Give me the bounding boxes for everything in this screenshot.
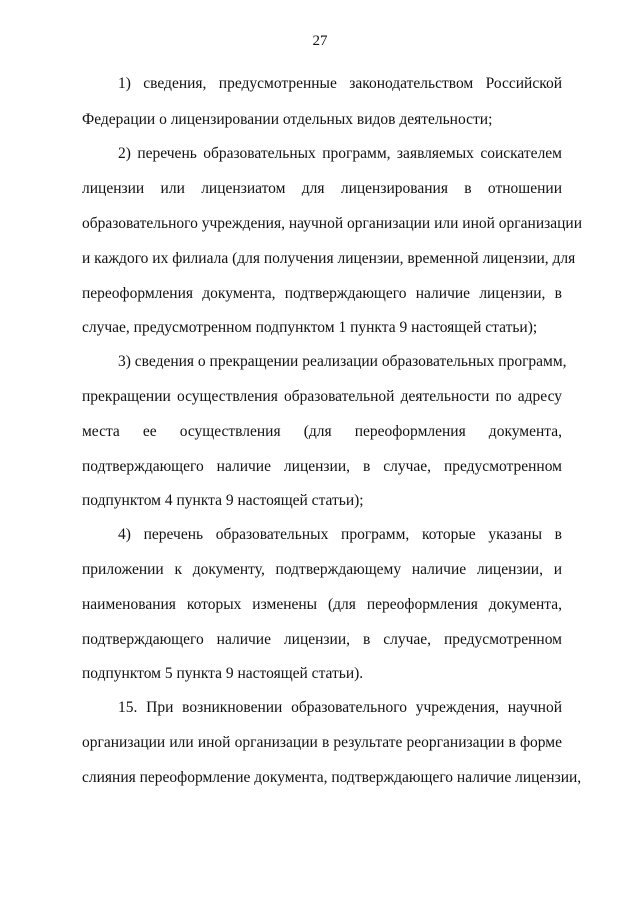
- text-line: прекращении осуществления образовательной деятельности по адресу: [82, 388, 562, 405]
- text-line: подтверждающего наличие лицензии, в случае, предусмотренном: [82, 631, 562, 648]
- text-line: лицензии или лицензиатом для лицензирования в отношении: [82, 180, 562, 197]
- text-line: 3) сведения о прекращении реализации образовательных программ,: [118, 353, 567, 370]
- text-line: слияния переоформление документа, подтверждающего наличие лицензии,: [82, 769, 582, 786]
- text-line: 15. При возникновении образовательного учреждения, научной: [118, 699, 562, 716]
- text-line: приложении к документу, подтверждающему наличие лицензии, и: [82, 561, 562, 578]
- text-line: подтверждающего наличие лицензии, в случае, предусмотренном: [82, 458, 562, 475]
- text-line: переоформления документа, подтверждающего наличие лицензии, в: [82, 285, 562, 302]
- text-line: места ее осуществления (для переоформления документа,: [82, 423, 562, 440]
- text-line: организации или иной организации в результате реорганизации в форме: [82, 734, 562, 751]
- text-line: 2) перечень образовательных программ, заявляемых соискателем: [118, 145, 562, 162]
- text-line: и каждого их филиала (для получения лицензии, временной лицензии, для: [82, 250, 576, 267]
- text-line: 1) сведения, предусмотренные законодательством Российской: [118, 75, 562, 92]
- text-line: наименования которых изменены (для переоформления документа,: [82, 596, 562, 613]
- text-line: 4) перечень образовательных программ, которые указаны в: [118, 526, 562, 543]
- text-line: подпунктом 4 пункта 9 настоящей статьи);: [82, 492, 364, 509]
- text-line: случае, предусмотренном подпунктом 1 пункта 9 настоящей статьи);: [82, 319, 538, 336]
- text-line: Федерации о лицензировании отдельных видов деятельности;: [82, 111, 493, 128]
- text-line: подпунктом 5 пункта 9 настоящей статьи).: [82, 665, 364, 682]
- text-line: образовательного учреждения, научной организации или иной организации: [82, 215, 583, 232]
- page-number: 27: [312, 33, 328, 49]
